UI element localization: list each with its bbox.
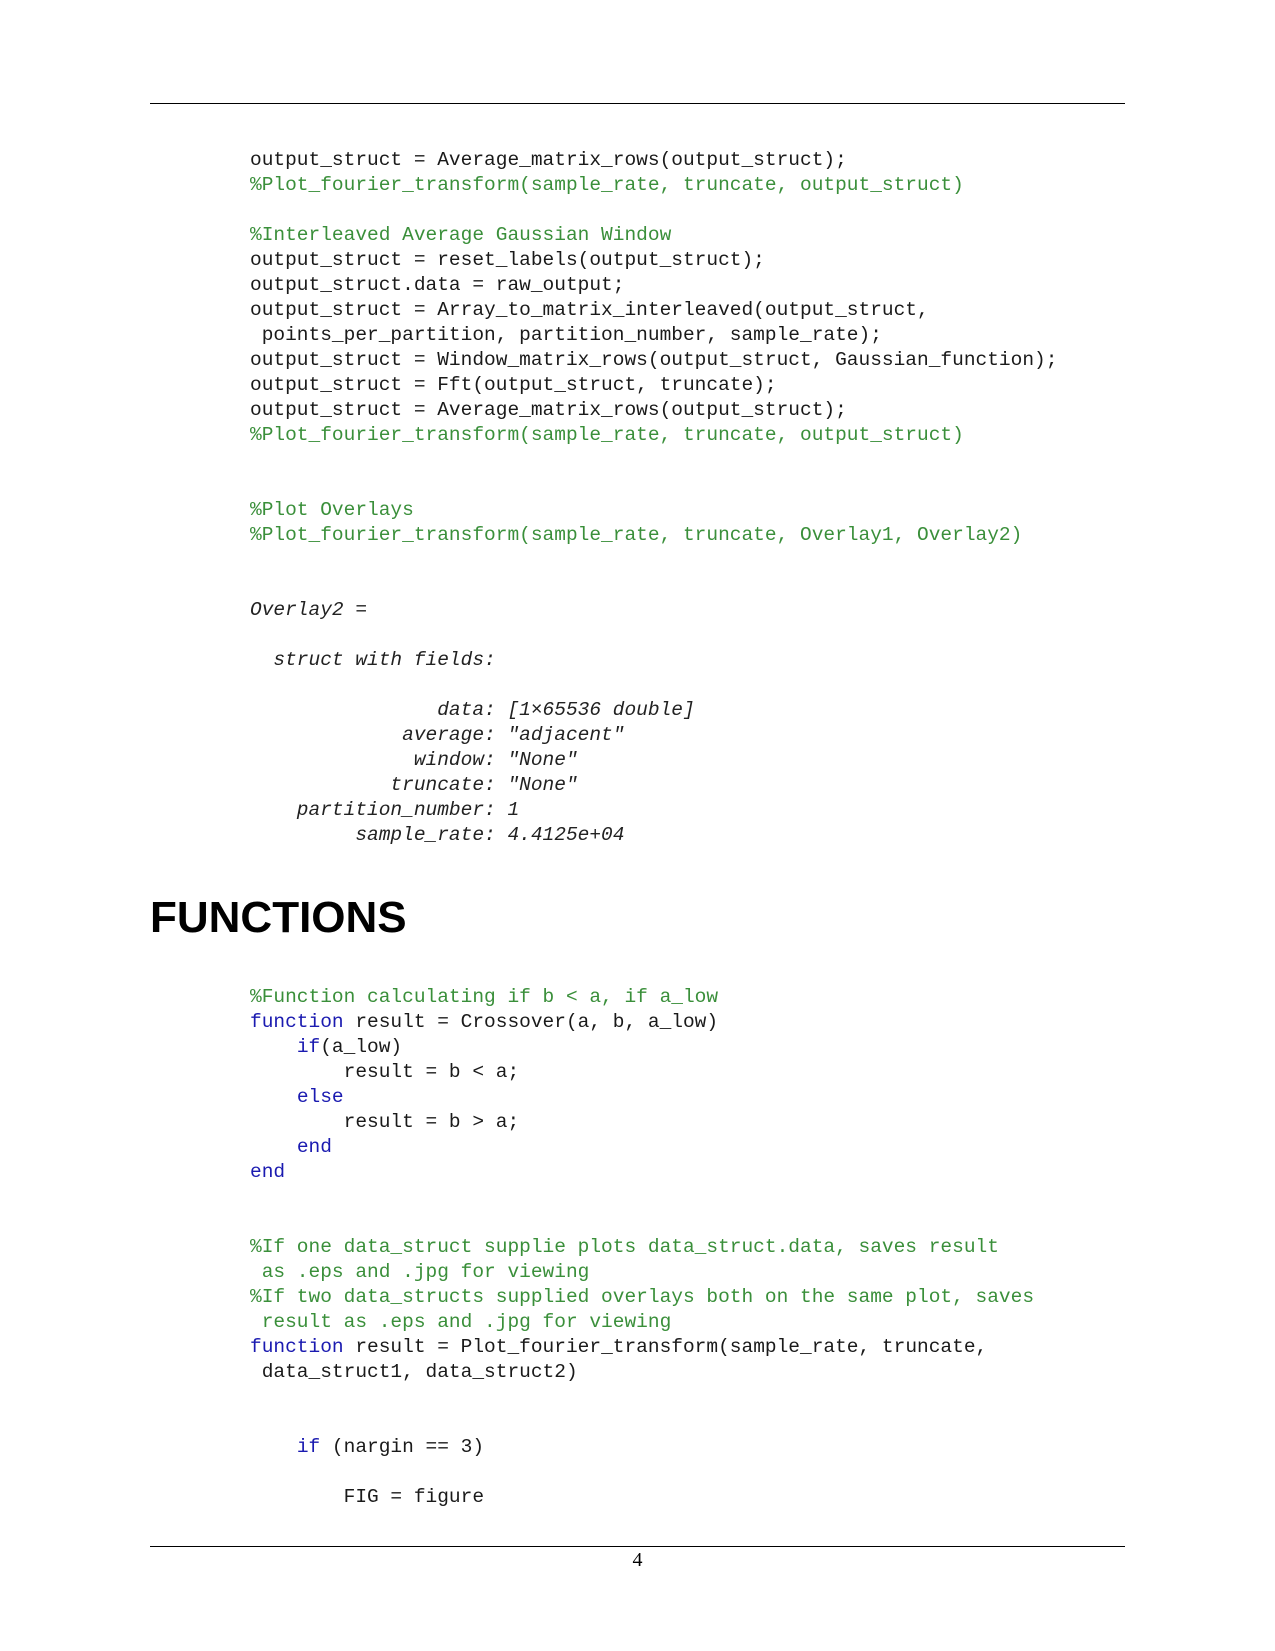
code-keyword: end — [296, 1136, 332, 1158]
code-line — [250, 1235, 999, 1260]
code-text: (nargin == 3) — [320, 1436, 485, 1458]
code-line — [250, 1160, 285, 1185]
output-line: partition_number: 1 — [250, 799, 520, 821]
code-line: output_struct = Array_to_matrix_interleaved(output_struct, — [250, 299, 929, 321]
code-line — [250, 1310, 671, 1335]
code-line: output_struct = Fft(output_struct, truncate); — [250, 374, 777, 396]
code-line — [250, 1085, 344, 1110]
output-line: Overlay2 = — [250, 599, 368, 621]
code-text: FIG = figure — [250, 1486, 485, 1508]
code-keyword: if — [296, 1436, 321, 1458]
code-line — [250, 1135, 332, 1160]
code-keyword: if — [296, 1036, 321, 1058]
code-text: result = b < a; — [250, 1061, 520, 1083]
page-number: 4 — [632, 1549, 643, 1571]
code-comment: %If one data_struct supplie plots data_struct.data, saves result — [250, 1236, 999, 1258]
code-line — [250, 1260, 589, 1285]
code-comment-line: %Plot_fourier_transform(sample_rate, truncate, output_struct) — [250, 174, 964, 196]
code-line: output_struct = reset_labels(output_struct); — [250, 249, 765, 271]
code-text: result = Crossover(a, b, a_low) — [343, 1011, 719, 1033]
code-line — [250, 985, 718, 1010]
code-text — [250, 1036, 297, 1058]
code-comment: %If two data_structs supplied overlays both on the same plot, saves — [250, 1286, 1035, 1308]
code-text — [250, 1086, 297, 1108]
code-line — [250, 1035, 402, 1060]
code-line — [250, 1285, 1034, 1310]
code-comment-line: %Plot_fourier_transform(sample_rate, truncate, output_struct) — [250, 424, 964, 446]
code-text — [250, 1136, 297, 1158]
code-line: output_struct = Average_matrix_rows(output_struct); — [250, 149, 847, 171]
code-comment-line: %Plot Overlays — [250, 499, 414, 521]
output-line: sample_rate: 4.4125e+04 — [250, 824, 625, 846]
output-line: truncate: "None" — [250, 774, 578, 796]
header-rule — [150, 103, 1125, 104]
code-line — [250, 1060, 519, 1085]
code-comment: %Function calculating if b < a, if a_low — [250, 986, 719, 1008]
output-line: window: "None" — [250, 749, 578, 771]
code-line: output_struct = Average_matrix_rows(output_struct); — [250, 399, 847, 421]
code-line — [250, 1335, 987, 1360]
code-text: result = Plot_fourier_transform(sample_rate, truncate, — [343, 1336, 988, 1358]
code-comment-line: %Plot_fourier_transform(sample_rate, truncate, Overlay1, Overlay2) — [250, 524, 1023, 546]
output-line: data: [1×65536 double] — [250, 699, 695, 721]
output-line: struct with fields: — [250, 649, 496, 671]
code-keyword: function — [250, 1011, 344, 1033]
code-keyword: end — [250, 1161, 286, 1183]
code-line — [250, 1110, 519, 1135]
code-text — [250, 1436, 297, 1458]
code-line: output_struct = Window_matrix_rows(output_struct, Gaussian_function); — [250, 349, 1058, 371]
output-line: average: "adjacent" — [250, 724, 625, 746]
code-comment-line: %Interleaved Average Gaussian Window — [250, 224, 672, 246]
code-line — [250, 1010, 718, 1035]
code-keyword: else — [296, 1086, 344, 1108]
code-line — [250, 1435, 484, 1460]
code-comment: as .eps and .jpg for viewing — [250, 1261, 590, 1283]
code-text: (a_low) — [320, 1036, 403, 1058]
code-text: result = b > a; — [250, 1111, 520, 1133]
code-comment: result as .eps and .jpg for viewing — [250, 1311, 672, 1333]
code-text: data_struct1, data_struct2) — [250, 1361, 578, 1383]
code-line: points_per_partition, partition_number, sample_rate); — [250, 324, 882, 346]
section-heading: FUNCTIONS — [150, 893, 407, 942]
footer-rule — [150, 1546, 1125, 1547]
code-line: output_struct.data = raw_output; — [250, 274, 625, 296]
code-line — [250, 1360, 578, 1385]
code-keyword: function — [250, 1336, 344, 1358]
code-line — [250, 1485, 484, 1510]
